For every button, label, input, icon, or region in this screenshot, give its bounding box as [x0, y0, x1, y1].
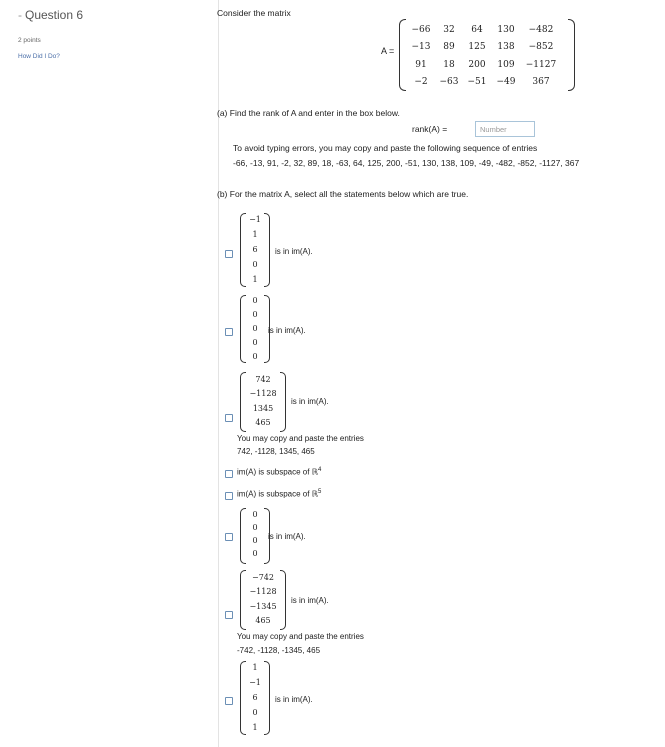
how-did-i-do-link[interactable]: How Did I Do? [18, 53, 60, 60]
matrix-cell: 91 [415, 59, 427, 70]
vector-entry: 465 [255, 418, 271, 427]
matrix-row [407, 21, 561, 39]
matrix-cell: 89 [443, 42, 455, 53]
option-1-checkbox[interactable] [225, 250, 233, 258]
vector-entry: −1345 [249, 602, 277, 611]
vector-entry: −1 [249, 678, 261, 687]
question-title[interactable] [18, 8, 83, 22]
vector-entry: 0 [252, 510, 258, 519]
vector-entry: 0 [252, 549, 258, 558]
matrix-cell: 18 [443, 59, 455, 70]
matrix-cell: 138 [497, 42, 515, 53]
vector-entry: 0 [252, 523, 258, 532]
option-7-vector [240, 570, 286, 630]
matrix-cell: 32 [443, 24, 455, 35]
vector-entry: 0 [252, 324, 258, 333]
right-paren [280, 372, 286, 432]
copy-note: To avoid typing errors, you may copy and paste the following sequence of entries [233, 143, 538, 153]
matrix-cell: 64 [471, 24, 483, 35]
matrix-cell: −13 [411, 42, 431, 53]
option-3-copy-note: You may copy and paste the entries [237, 434, 364, 443]
right-paren [280, 570, 286, 630]
option-2-vector [240, 295, 270, 363]
vector-entry: 0 [252, 310, 258, 319]
part-b-text: (b) For the matrix A, select all the statements below which are true. [217, 189, 469, 199]
option-2-checkbox[interactable] [225, 328, 233, 336]
collapse-icon[interactable]: - [18, 8, 22, 22]
option-6-vector [240, 508, 270, 564]
matrix-cell: −2 [414, 77, 428, 88]
option-1-vector [240, 213, 270, 287]
vector-entry: −1 [249, 215, 261, 224]
vector-entry: −742 [252, 573, 274, 582]
matrix-row [407, 39, 561, 57]
matrix-cell: −63 [439, 77, 459, 88]
option-3-checkbox[interactable] [225, 414, 233, 422]
option-3-vector [240, 372, 286, 432]
matrix-cell: −482 [528, 24, 554, 35]
option-6-checkbox[interactable] [225, 533, 233, 541]
vector-entry: 1 [252, 230, 258, 239]
vector-entry: 1 [252, 723, 258, 732]
matrix-cell: 125 [468, 42, 486, 53]
matrix-cell: 130 [497, 24, 515, 35]
option-7-entries: -742, -1128, -1345, 465 [237, 646, 321, 655]
matrix-table [407, 21, 561, 91]
left-paren [399, 19, 406, 91]
question-title-text: Question 6 [25, 8, 84, 22]
vector-entry: 0 [252, 536, 258, 545]
matrix-cell: −66 [411, 24, 431, 35]
option-5-checkbox[interactable] [225, 492, 233, 500]
matrix-cell: −1127 [525, 59, 557, 70]
vector-entry: 0 [252, 338, 258, 347]
option-6-label: is in im(A). [268, 532, 306, 541]
matrix-cell: −51 [467, 77, 487, 88]
rank-label: rank(A) = [412, 124, 448, 134]
points-label: 2 points [18, 37, 41, 44]
matrix-cell: 109 [497, 59, 515, 70]
vector-entry: −1128 [249, 389, 277, 398]
vector-entry: 0 [252, 708, 258, 717]
option-8-checkbox[interactable] [225, 697, 233, 705]
vector-entry: 1 [252, 275, 258, 284]
option-1-label: is in im(A). [275, 247, 313, 256]
matrix-row [407, 56, 561, 74]
vector-entry: 742 [255, 375, 271, 384]
entry-sequence: -66, -13, 91, -2, 32, 89, 18, -63, 64, 125, 200, -51, 130, 138, 109, -49, -482, -852, -1127, 367 [233, 158, 580, 168]
option-7-copy-note: You may copy and paste the entries [237, 632, 364, 641]
right-paren [568, 19, 575, 91]
option-5-text: im(A) is subspace of ℝ [237, 489, 319, 499]
right-paren [264, 661, 270, 735]
option-7-checkbox[interactable] [225, 611, 233, 619]
option-3-entries: 742, -1128, 1345, 465 [237, 447, 315, 456]
matrix-A [399, 19, 575, 91]
vector-entry: 6 [252, 693, 258, 702]
option-8-vector [240, 661, 270, 735]
right-paren [264, 213, 270, 287]
vector-entry: −1128 [249, 587, 277, 596]
option-8-label: is in im(A). [275, 695, 313, 704]
question-sidebar [0, 0, 219, 747]
matrix-cell: 200 [468, 59, 486, 70]
part-a-text: (a) Find the rank of A and enter in the box below. [217, 108, 400, 118]
matrix-cell: −49 [496, 77, 516, 88]
option-4-exponent: 4 [318, 467, 322, 473]
matrix-label: A = [381, 46, 395, 56]
vector-entry: 1 [252, 663, 258, 672]
option-5-exponent: 5 [318, 489, 322, 495]
option-2-label: is in im(A). [268, 326, 306, 335]
matrix-cell: 367 [532, 77, 550, 88]
option-4-label [237, 467, 321, 477]
vector-entry: 465 [255, 616, 271, 625]
option-5-label [237, 489, 321, 499]
vector-entry: 6 [252, 245, 258, 254]
option-7-label: is in im(A). [291, 596, 329, 605]
vector-entry: 1345 [252, 404, 274, 413]
matrix-cell: −852 [528, 42, 554, 53]
matrix-row [407, 74, 561, 92]
option-3-label: is in im(A). [291, 397, 329, 406]
vector-entry: 0 [252, 260, 258, 269]
vector-entry: 0 [252, 296, 258, 305]
option-4-checkbox[interactable] [225, 470, 233, 478]
rank-input[interactable]: Number [475, 121, 535, 137]
vector-entry: 0 [252, 352, 258, 361]
intro-text: Consider the matrix [217, 8, 291, 18]
option-4-text: im(A) is subspace of ℝ [237, 467, 319, 477]
